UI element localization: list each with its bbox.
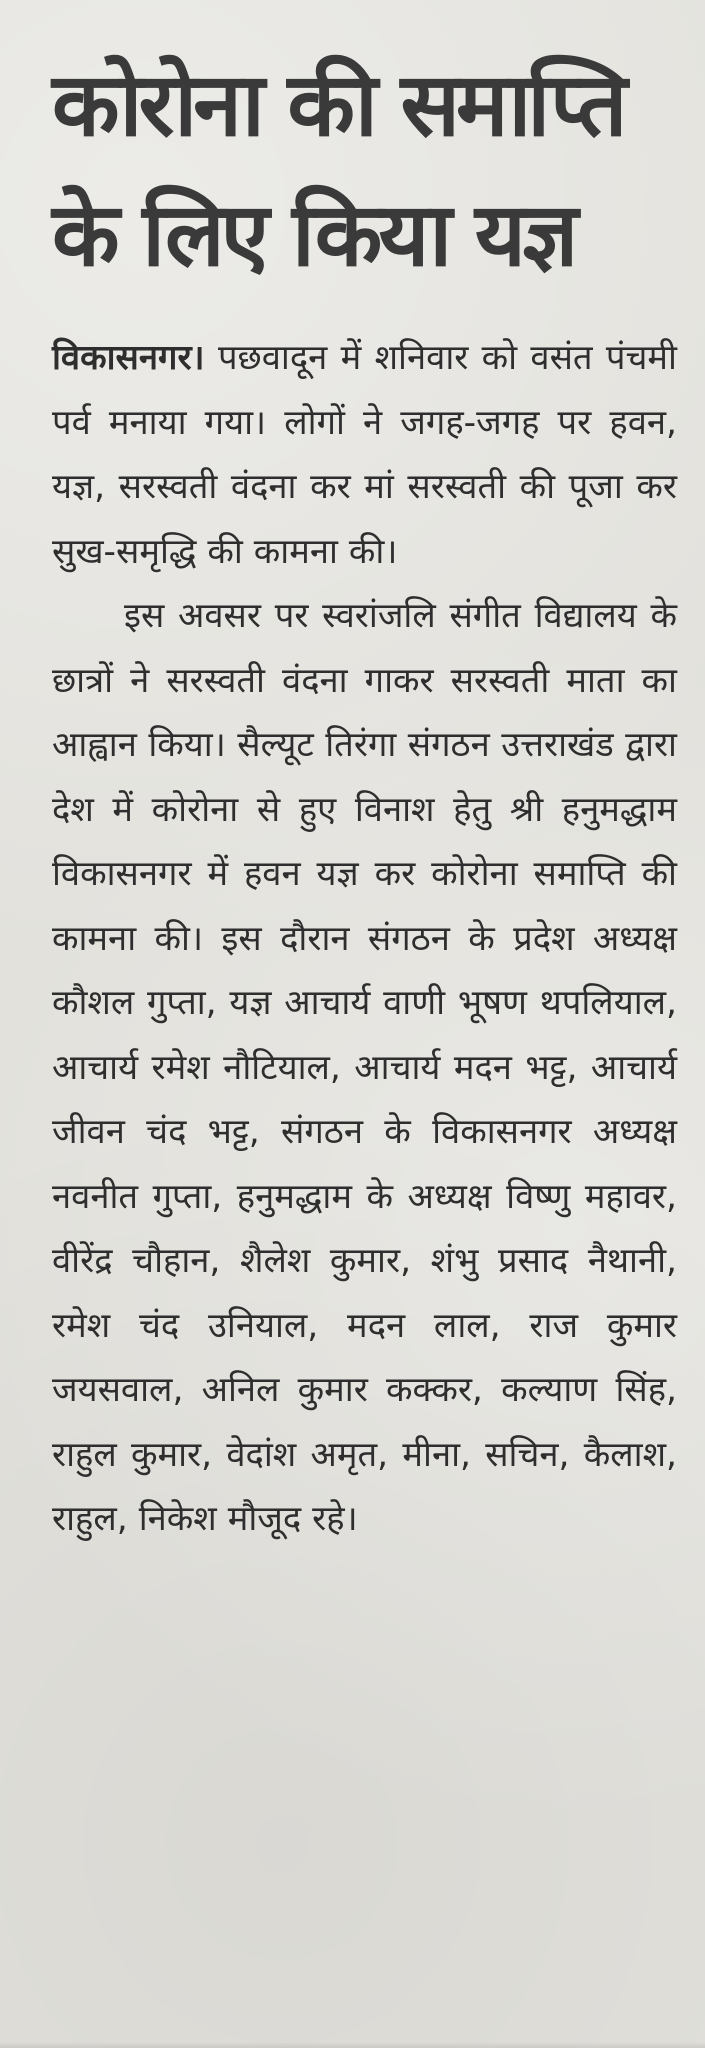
headline-line-1: कोरोना की समाप्ति (52, 53, 624, 156)
paragraph-2: इस अवसर पर स्वरांजलि संगीत विद्यालय के छात्रों ने सरस्वती वंदना गाकर सरस्वती माता का आह्वान किया। सैल्यूट तिरंगा संगठन उत्तराखंड द्वारा देश में कोरोना से हुए विनाश हेतु श्री हनुमद्धाम विकासनगर में हवन यज्ञ कर कोरोना समाप्ति की कामना की। इस दौरान संगठन के प्रदेश अध्यक्ष कौशल गुप्ता, यज्ञ आचार्य वाणी भूषण थपलियाल, आचार्य रमेश नौटियाल, आचार्य मदन भट्ट, आचार्य जीवन चंद भट्ट, संगठन के विकासनगर अध्यक्ष नवनीत गुप्ता, हनुमद्धाम के अध्यक्ष विष्णु महावर, वीरेंद्र चौहान, शैलेश कुमार, शंभु प्रसाद नैथानी, रमेश चंद उनियाल, मदन लाल, राज कुमार जयसवाल, अनिल कुमार कक्कर, कल्याण सिंह, राहुल कुमार, वेदांश अमृत, मीना, सचिन, कैलाश, राहुल, निकेश मौजूद रहे। (52, 596, 677, 1539)
paragraph-1-text: पछवादून में शनिवार को वसंत पंचमी पर्व मनाया गया। लोगों ने जगह-जगह पर हवन, यज्ञ, सरस्वती वंदना कर मां सरस्वती की पूजा कर सुख-समृद्धि की कामना की। (52, 338, 677, 572)
headline-line-2: के लिए किया यज्ञ (52, 183, 575, 286)
headline (52, 40, 677, 300)
paper-edge-shadow (0, 2042, 705, 2048)
paragraph-1 (52, 326, 677, 584)
article-body (52, 326, 677, 1552)
dateline: विकासनगर। (52, 338, 205, 378)
